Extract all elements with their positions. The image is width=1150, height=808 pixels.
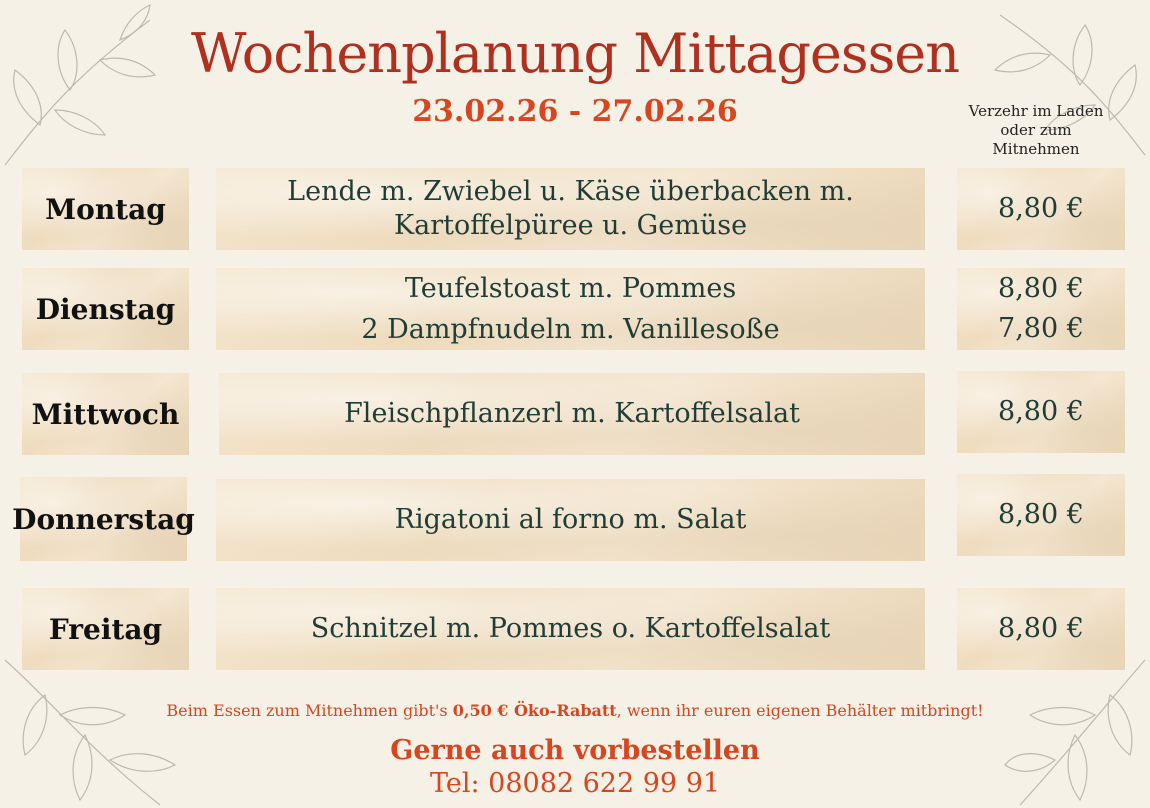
- preorder-callout: Gerne auch vorbestellen: [390, 735, 760, 766]
- dish-cell-thursday: [216, 479, 925, 561]
- price-value: 8,80 €: [998, 499, 1084, 530]
- price-value: 8,80 €: [998, 193, 1084, 224]
- dish-line: Lende m. Zwiebel u. Käse überbacken m.: [287, 176, 854, 207]
- price-column-note: [960, 102, 1112, 159]
- day-label-thursday: Donnerstag: [20, 477, 187, 561]
- price-column-note-line: oder zum: [1000, 121, 1072, 139]
- price-cell-friday: [957, 588, 1125, 670]
- price-value: 7,80 €: [998, 313, 1084, 344]
- date-range: 23.02.26 - 27.02.26: [412, 94, 738, 129]
- dish-line: Fleischpflanzerl m. Kartoffelsalat: [344, 398, 800, 429]
- price-cell-tuesday: [957, 268, 1125, 350]
- eco-note-text-end: , wenn ihr euren eigenen Behälter mitbringt!: [616, 701, 984, 720]
- dish-cell-wednesday: [219, 373, 925, 455]
- eco-discount-note: [0, 700, 1150, 722]
- price-value: 8,80 €: [998, 613, 1084, 644]
- day-label-monday: Montag: [22, 168, 189, 250]
- day-label-wednesday: Mittwoch: [22, 373, 189, 455]
- day-label-tuesday: Dienstag: [22, 268, 189, 350]
- price-column-note-line: Mitnehmen: [992, 140, 1080, 158]
- eco-note-text: Beim Essen zum Mitnehmen gibt's: [166, 701, 453, 720]
- dish-line: Schnitzel m. Pommes o. Kartoffelsalat: [310, 613, 831, 644]
- price-cell-wednesday: [957, 371, 1125, 453]
- page-title: Wochenplanung Mittagessen: [190, 22, 960, 85]
- dish-line: Kartoffelpüree u. Gemüse: [393, 210, 748, 241]
- price-column-note-line: Verzehr im Laden: [968, 102, 1104, 120]
- dish-line: 2 Dampfnudeln m. Vanillesoße: [361, 314, 780, 345]
- day-label-friday: Freitag: [22, 588, 189, 670]
- price-value: 8,80 €: [998, 396, 1084, 427]
- price-value: 8,80 €: [998, 273, 1084, 304]
- dish-cell-tuesday: [216, 268, 925, 350]
- price-cell-thursday: [957, 474, 1125, 556]
- dish-cell-friday: [216, 588, 925, 670]
- dish-cell-monday: [216, 168, 925, 250]
- eco-discount-highlight: 0,50 € Öko-Rabatt: [452, 701, 617, 720]
- price-cell-monday: [957, 168, 1125, 250]
- phone-number: Tel: 08082 622 99 91: [429, 768, 721, 799]
- dish-line: Teufelstoast m. Pommes: [404, 273, 737, 304]
- dish-line: Rigatoni al forno m. Salat: [394, 504, 747, 535]
